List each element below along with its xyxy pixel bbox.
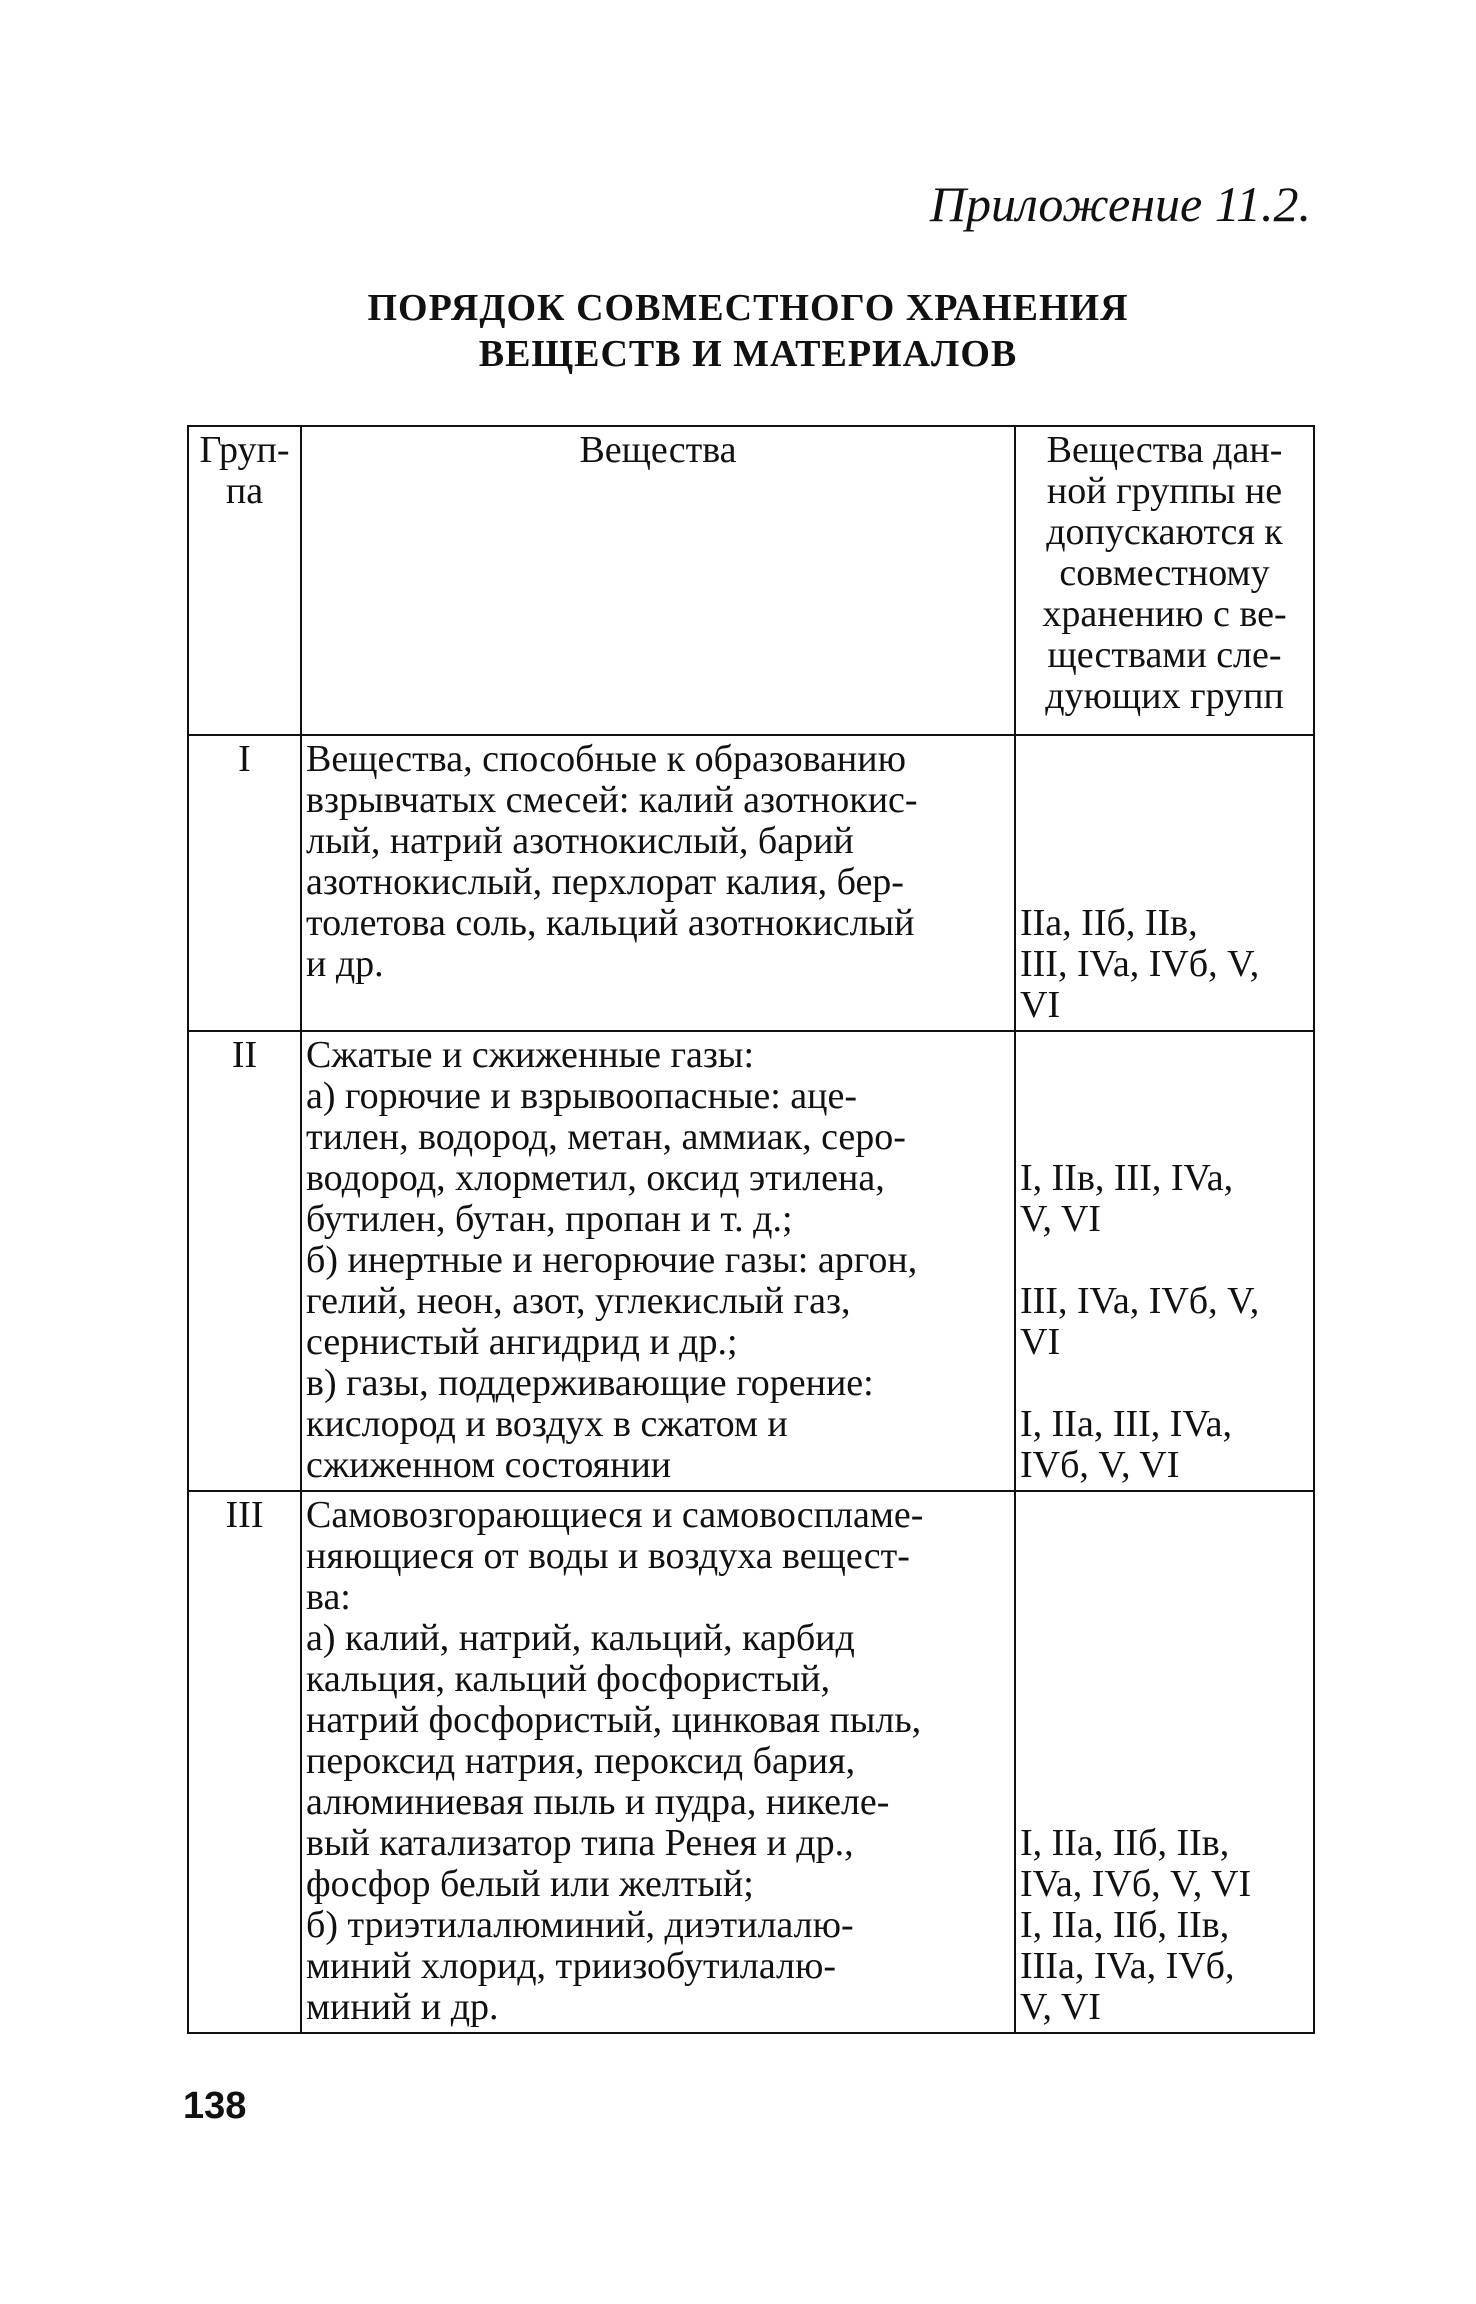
substances-cell: Самовозгорающиеся и самовоспламе- няющиеся от воды и воздуха вещест- ва: а) калий, натрий, кальций, карбид кальция, кальций фосфористый, натрий фосфористый, цинковая пыль, пероксид натрия, пероксид бария, алюминиевая пыль и пудра, никеле- вый катализатор типа Ренея и др., фосфор белый или желтый; б) триэтилалюминий, диэтилалю- миний хлорид, триизобутилалю- миний и др.	[301, 1491, 1015, 2033]
excluded-cell: I, IIв, III, IVa, V, VI III, IVa, IVб, V, VI I, IIa, III, IVa, IVб, V, VI	[1015, 1031, 1314, 1491]
group-cell: I	[188, 735, 301, 1031]
substances-cell: Вещества, способные к образованию взрывчатых смесей: калий азотнокис- лый, натрий азотнокислый, барий азотнокислый, перхлорат калия, бер- толетова соль, кальций азотнокислый и др.	[301, 735, 1015, 1031]
group-cell: III	[188, 1491, 301, 2033]
storage-table	[187, 425, 1315, 2034]
page-number: 138	[183, 2085, 247, 2127]
header-substances: Вещества	[301, 426, 1015, 735]
excluded-cell: IIa, IIб, IIв, III, IVa, IVб, V, VI	[1015, 735, 1314, 1031]
appendix-label: Приложение 11.2.	[929, 176, 1311, 232]
document-title	[188, 285, 1308, 377]
table-row	[188, 1491, 1314, 2033]
header-row	[188, 426, 1314, 735]
group-cell: II	[188, 1031, 301, 1491]
title-line-2: ВЕЩЕСТВ И МАТЕРИАЛОВ	[478, 333, 1018, 375]
header-group: Груп- па	[188, 426, 301, 735]
table-row	[188, 735, 1314, 1031]
excluded-cell: I, IIa, IIб, IIв, IVa, IVб, V, VI I, IIa, IIб, IIв, IIIa, IVa, IVб, V, VI	[1015, 1491, 1314, 2033]
header-excluded: Вещества дан- ной группы не допускаются к совместному хранению с ве- ществами сле- дующих групп	[1015, 426, 1314, 735]
substances-cell: Сжатые и сжиженные газы: а) горючие и взрывоопасные: аце- тилен, водород, метан, аммиак, серо- водород, хлорметил, оксид этилена, бутилен, бутан, пропан и т. д.; б) инертные и негорючие газы: аргон, гелий, неон, азот, углекислый газ, сернистый ангидрид и др.; в) газы, поддерживающие горение: кислород и воздух в сжатом и сжиженном состоянии	[301, 1031, 1015, 1491]
title-line-1: ПОРЯДОК СОВМЕСТНОГО ХРАНЕНИЯ	[367, 287, 1129, 329]
table-row	[188, 1031, 1314, 1491]
